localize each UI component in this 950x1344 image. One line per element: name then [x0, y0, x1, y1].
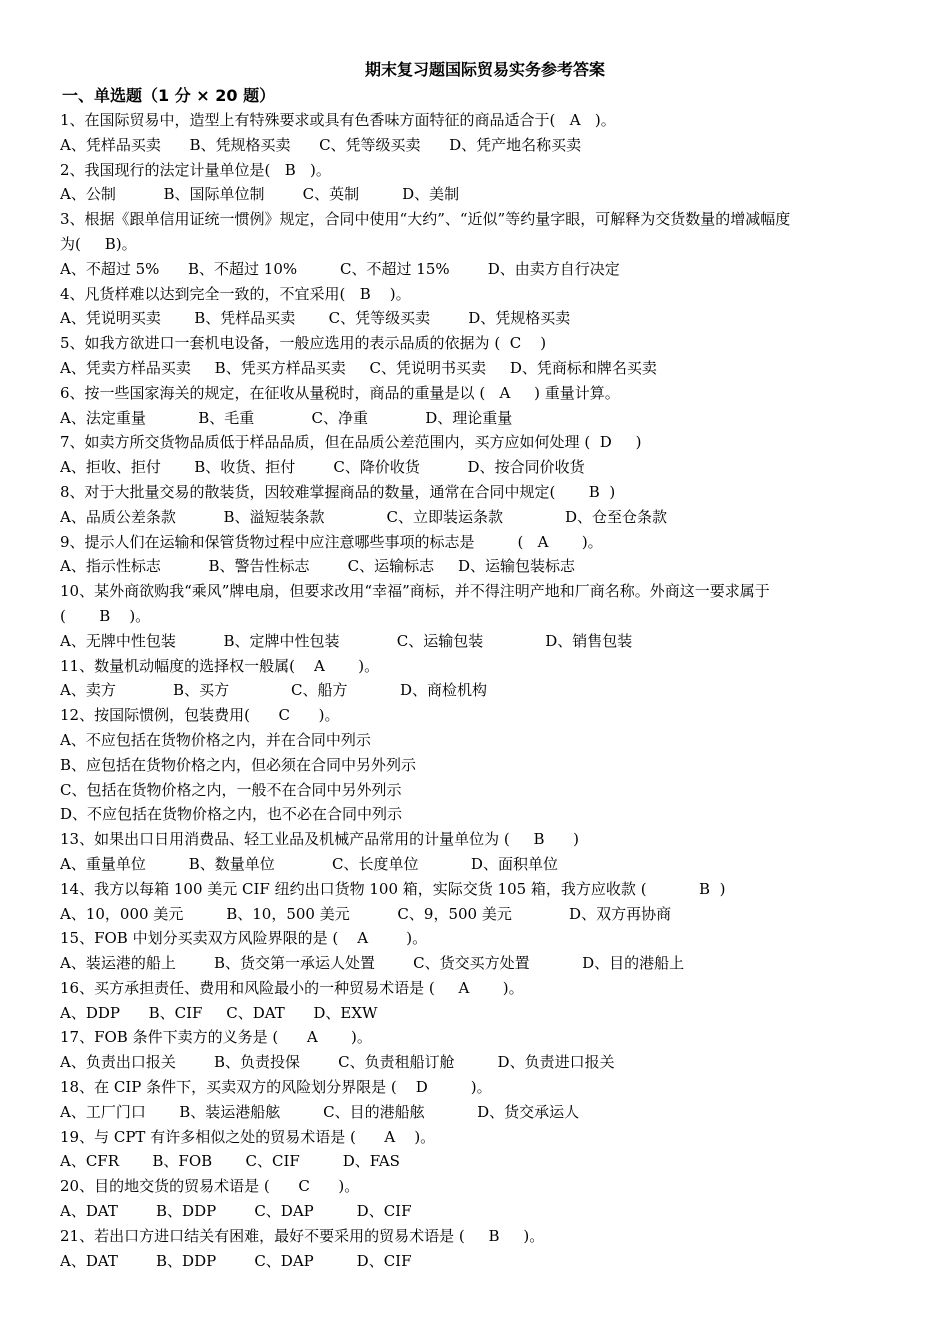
- question-line: ( B )。: [60, 606, 151, 625]
- options-line: A、工厂门口 B、装运港船舷 C、目的港船舷 D、货交承运人: [60, 1102, 580, 1121]
- options-line: A、指示性标志 B、警告性标志 C、运输标志 D、运输包装标志: [60, 557, 576, 576]
- question-line: 11、数量机动幅度的选择权一般属( A )。: [60, 656, 380, 675]
- question-line: 19、与 CPT 有许多相似之处的贸易术语是 ( A )。: [60, 1127, 436, 1146]
- options-line: A、装运港的船上 B、货交第一承运人处置 C、货交买方处置 D、目的港船上: [60, 954, 685, 973]
- options-line: B、应包括在货物价格之内，但必须在合同中另外列示: [60, 755, 417, 774]
- question-line: 4、凡货样难以达到完全一致的，不宜采用( B )。: [60, 284, 411, 303]
- question-line: 为( B)。: [60, 234, 137, 253]
- options-line: A、不应包括在货物价格之内，并在合同中列示: [60, 730, 371, 749]
- options-line: A、凭样品买卖 B、凭规格买卖 C、凭等级买卖 D、凭产地名称买卖: [60, 135, 582, 154]
- options-line: A、DDP B、CIF C、DAT D、EXW: [60, 1003, 378, 1022]
- options-line: A、拒收、拒付 B、收货、拒付 C、降价收货 D、按合同价收货: [60, 458, 585, 477]
- question-line: 9、提示人们在运输和保管货物过程中应注意哪些事项的标志是 ( A )。: [60, 532, 603, 551]
- options-line: A、DAT B、DDP C、DAP D、CIF: [60, 1251, 412, 1270]
- options-line: A、公制 B、国际单位制 C、英制 D、美制: [60, 185, 460, 204]
- options-line: A、凭卖方样品买卖 B、凭买方样品买卖 C、凭说明书买卖 D、凭商标和牌名买卖: [60, 358, 657, 377]
- options-line: A、无牌中性包装 B、定牌中性包装 C、运输包装 D、销售包装: [60, 631, 633, 650]
- options-line: A、凭说明买卖 B、凭样品买卖 C、凭等级买卖 D、凭规格买卖: [60, 309, 571, 328]
- options-line: A、重量单位 B、数量单位 C、长度单位 D、面积单位: [60, 854, 558, 873]
- question-line: 13、如果出口日用消费品、轻工业品及机械产品常用的计量单位为 ( B ): [60, 830, 580, 849]
- question-line: 2、我国现行的法定计量单位是( B )。: [60, 160, 331, 179]
- page-title: 期末复习题国际贸易实务参考答案: [364, 60, 605, 79]
- options-line: A、法定重量 B、毛重 C、净重 D、理论重量: [60, 408, 513, 427]
- question-line: 21、若出口方进口结关有困难，最好不要采用的贸易术语是 ( B )。: [60, 1226, 545, 1245]
- question-line: 16、买方承担责任、费用和风险最小的一种贸易术语是 ( A )。: [60, 978, 524, 997]
- options-line: A、不超过 5% B、不超过 10% C、不超过 15% D、由卖方自行决定: [60, 259, 620, 278]
- question-line: 6、按一些国家海关的规定，在征收从量税时，商品的重量是以 ( A ) 重量计算。: [60, 383, 620, 402]
- question-line: 8、对于大批量交易的散装货，因较难掌握商品的数量，通常在合同中规定( B ): [60, 482, 616, 501]
- question-line: 12、按国际惯例，包装费用( C )。: [60, 706, 340, 725]
- question-line: 7、如卖方所交货物品质低于样品品质，但在品质公差范围内，买方应如何处理 ( D ): [60, 433, 642, 452]
- question-line: 1、在国际贸易中，造型上有特殊要求或具有色香味方面特征的商品适合于( A )。: [60, 111, 616, 129]
- section-heading: 一、单选题（1 分 × 20 题）: [62, 86, 276, 105]
- options-line: A、卖方 B、买方 C、船方 D、商检机构: [60, 681, 488, 700]
- question-list: [60, 108, 910, 1273]
- options-line: C、包括在货物价格之内，一般不在合同中另外列示: [60, 780, 402, 799]
- options-line: A、DAT B、DDP C、DAP D、CIF: [60, 1202, 412, 1221]
- question-line: 5、如我方欲进口一套机电设备，一般应选用的表示品质的依据为 ( C ): [60, 334, 547, 353]
- options-line: A、品质公差条款 B、溢短装条款 C、立即装运条款 D、仓至仓条款: [60, 507, 668, 526]
- options-line: A、10，000 美元 B、10，500 美元 C、9，500 美元 D、双方再协商: [60, 904, 672, 923]
- question-line: 14、我方以每箱 100 美元 CIF 纽约出口货物 100 箱，实际交货 105 箱，我方应收款 ( B ): [60, 879, 726, 898]
- question-line: 10、某外商欲购我“乘风”牌电扇，但要求改用“幸福”商标，并不得注明产地和厂商名称。外商这一要求属于: [60, 582, 770, 601]
- question-line: 15、FOB 中划分买卖双方风险界限的是 ( A )。: [60, 929, 428, 948]
- question-line: 20、目的地交货的贸易术语是 ( C )。: [60, 1177, 360, 1196]
- question-line: 17、FOB 条件下卖方的义务是 ( A )。: [60, 1028, 372, 1047]
- options-line: D、不应包括在货物价格之内，也不必在合同中列示: [60, 805, 403, 824]
- question-line: 18、在 CIP 条件下，买卖双方的风险划分界限是 ( D )。: [60, 1078, 492, 1097]
- options-line: A、CFR B、FOB C、CIF D、FAS: [60, 1152, 400, 1171]
- options-line: A、负责出口报关 B、负责投保 C、负责租船订舱 D、负责进口报关: [60, 1053, 615, 1072]
- question-line: 3、根据《跟单信用证统一惯例》规定，合同中使用“大约”、“近似”等约量字眼，可解释为交货数量的增减幅度: [60, 210, 791, 229]
